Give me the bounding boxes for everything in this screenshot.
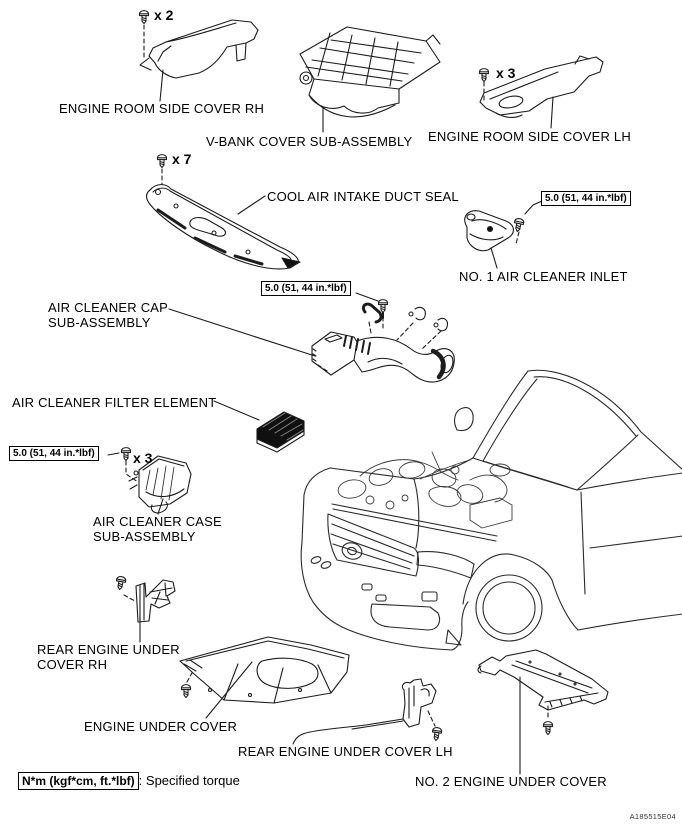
torque-legend-box: N*m (kgf*cm, ft.*lbf) <box>18 772 139 790</box>
air-cleaner-filter-element-drawing <box>257 412 304 452</box>
label-air-cleaner-cap-line1: AIR CLEANER CAP <box>48 300 169 315</box>
fastener-count-cleaner-case: x 3 <box>133 450 153 466</box>
screw-icon <box>115 576 126 590</box>
no1-air-cleaner-inlet-drawing <box>465 211 514 251</box>
label-engine-under-cover: ENGINE UNDER COVER <box>84 719 238 734</box>
screw-icon <box>379 300 388 313</box>
label-no2-engine-under-cover: NO. 2 ENGINE UNDER COVER <box>415 774 607 789</box>
air-cleaner-cap-drawing <box>312 304 455 382</box>
screw-icon <box>140 11 149 24</box>
label-air-cleaner-filter-element: AIR CLEANER FILTER ELEMENT <box>12 395 217 410</box>
label-air-cleaner-case-line2: SUB-ASSEMBLY <box>93 529 196 544</box>
engine-room-side-cover-rh-drawing <box>140 20 258 78</box>
leader-lines <box>108 70 553 774</box>
fastener-count-side-cover-rh: x 2 <box>154 7 174 23</box>
fastener-count-duct-seal: x 7 <box>172 151 192 167</box>
label-cool-air-intake-duct-seal: COOL AIR INTAKE DUCT SEAL <box>267 189 459 204</box>
no2-engine-under-cover-drawing <box>478 650 608 710</box>
label-air-cleaner-cap-line2: SUB-ASSEMBLY <box>48 315 151 330</box>
screw-icons <box>115 11 552 742</box>
label-rear-engine-under-cover-rh-line1: REAR ENGINE UNDER <box>37 642 180 657</box>
vehicle-drawing <box>301 370 682 650</box>
screw-icon <box>182 685 191 698</box>
figure-code: A185515E04 <box>629 812 676 821</box>
torque-callout-inlet: 5.0 (51, 44 in.*lbf) <box>541 191 631 206</box>
label-v-bank-cover: V-BANK COVER SUB-ASSEMBLY <box>206 134 413 149</box>
label-air-cleaner-case-line1: AIR CLEANER CASE <box>93 514 222 529</box>
label-engine-room-side-cover-rh: ENGINE ROOM SIDE COVER RH <box>59 101 265 116</box>
torque-callout-cap: 5.0 (51, 44 in.*lbf) <box>261 281 351 296</box>
screw-icon <box>513 218 525 233</box>
label-no1-air-cleaner-inlet: NO. 1 AIR CLEANER INLET <box>459 269 628 284</box>
v-bank-cover-drawing <box>300 27 440 117</box>
screw-icon <box>544 722 553 735</box>
fastener-count-side-cover-lh: x 3 <box>496 65 516 81</box>
label-engine-room-side-cover-lh: ENGINE ROOM SIDE COVER LH <box>428 129 631 144</box>
label-rear-engine-under-cover-lh: REAR ENGINE UNDER COVER LH <box>238 744 453 759</box>
torque-legend <box>18 772 240 790</box>
label-rear-engine-under-cover-rh-line2: COVER RH <box>37 657 108 672</box>
screw-icon <box>158 155 167 168</box>
engine-under-cover-drawing <box>180 637 349 703</box>
screw-icon <box>431 727 442 741</box>
torque-callout-case: 5.0 (51, 44 in.*lbf) <box>9 446 99 461</box>
rear-engine-under-cover-lh-drawing <box>352 679 436 729</box>
screw-icon <box>480 69 489 82</box>
torque-legend-suffix: : Specified torque <box>138 773 240 788</box>
rear-engine-under-cover-rh-drawing <box>136 580 175 622</box>
screw-icon <box>122 448 131 461</box>
